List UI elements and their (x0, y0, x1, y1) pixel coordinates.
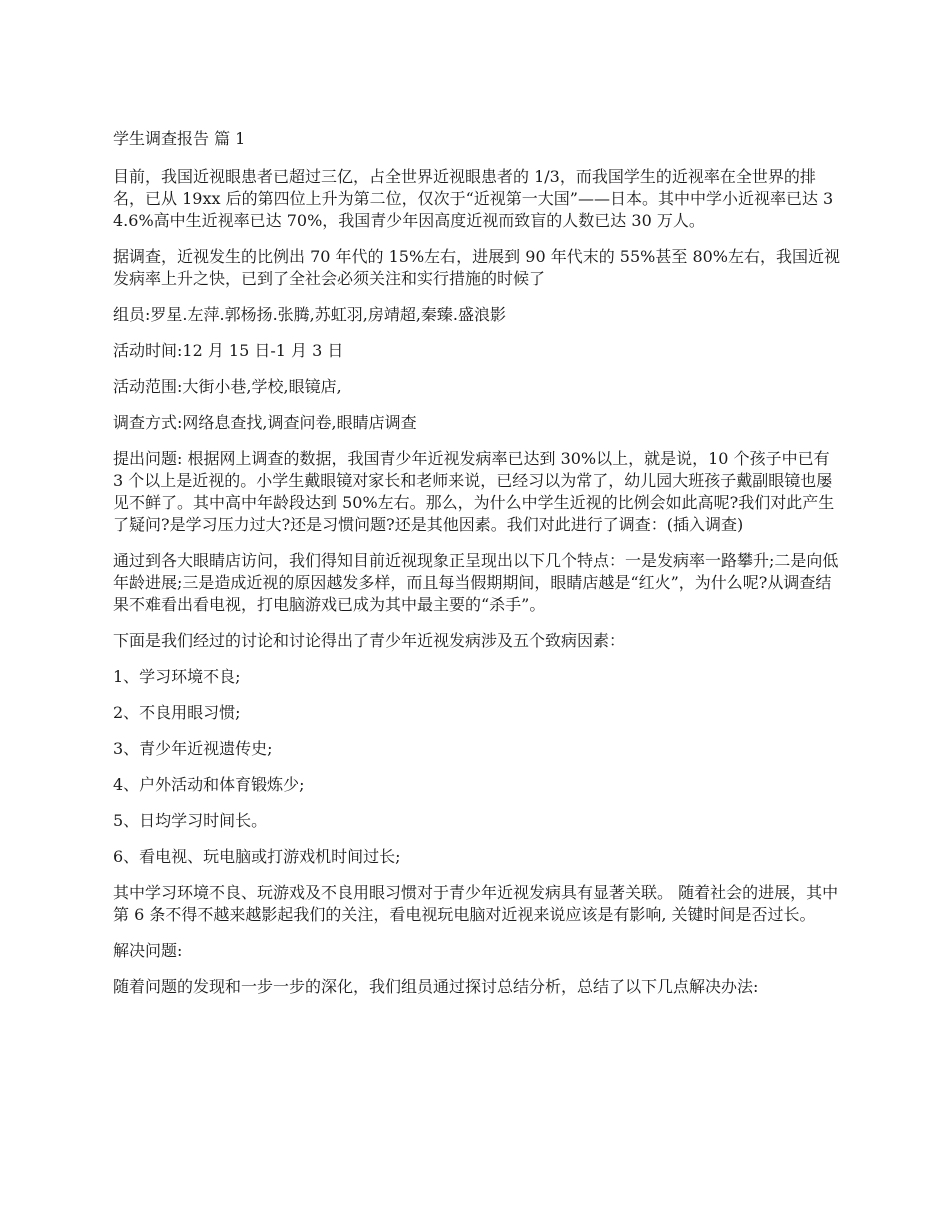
paragraph-survey-stats: 据调查，近视发生的比例出 70 年代的 15%左右，进展到 90 年代末的 55%甚至 80%左右，我国近视发病率上升之快，已到了全社会必须关注和实行措施的时候了 (113, 247, 841, 288)
list-item: 3、青少年近视遗传史; (113, 739, 273, 758)
paragraph-correlation: 其中学习环境不良、玩游戏及不良用眼习惯对于青少年近视发病具有显著关联。 随着社会的进展，其中第 6 条不得不越来越影起我们的关注，看电视玩电脑对近视来说应该是有影响, 关键时间是否过长。 (113, 883, 839, 924)
paragraph-findings: 通过到各大眼睛店访问，我们得知目前近视现象正呈现出以下几个特点：一是发病率一路攀升;二是向低年龄进展;三是造成近视的原因越发多样，而且每当假期期间，眼睛店越是“红火”，为什么呢?从调查结果不难看出看电视，打电脑游戏已成为其中最主要的“杀手”。 (113, 551, 839, 614)
paragraph-factors-intro: 下面是我们经过的讨论和讨论得出了青少年近视发病涉及五个致病因素： (113, 631, 626, 650)
list-item: 5、日均学习时间长。 (113, 811, 268, 830)
list-item: 6、看电视、玩电脑或打游戏机时间过长; (113, 847, 401, 866)
paragraph-survey-method: 调查方式:网络息查找,调查问卷,眼睛店调查 (113, 413, 417, 432)
paragraph-activity-time: 活动时间:12 月 15 日-1 月 3 日 (113, 341, 344, 360)
document-page (113, 128, 843, 1012)
list-item: 1、学习环境不良; (113, 667, 241, 686)
paragraph-activity-scope: 活动范围:大街小巷,学校,眼镜店, (113, 377, 342, 396)
list-item: 2、不良用眼习惯; (113, 703, 241, 722)
paragraph-members: 组员:罗星.左萍.郭杨扬.张腾,苏虹羽,房靖超,秦臻.盛浪影 (113, 305, 506, 324)
list-item: 4、户外活动和体育锻炼少; (113, 775, 305, 794)
paragraph-question: 提出问题: 根据网上调查的数据，我国青少年近视发病率已达到 30%以上，就是说，10 个孩子中已有 3 个以上是近视的。小学生戴眼镜对家长和老师来说，已经习以为常了，幼儿园大班孩子戴副眼镜也屡见不鲜了。其中高中年龄段达到 50%左右。那么，为什么中学生近视的比例会如此高呢?我们对此产生了疑问?是学习压力过大?还是习惯问题?还是其他因素。我们对此进行了调查：(插入调查) (113, 449, 835, 534)
paragraph-solution-heading: 解决问题: (113, 941, 183, 960)
paragraph-solution-intro: 随着问题的发现和一步一步的深化，我们组员通过探讨总结分析，总结了以下几点解决办法: (113, 977, 759, 996)
document-title: 学生调查报告 篇 1 (113, 129, 246, 148)
paragraph-intro: 目前，我国近视眼患者已超过三亿，占全世界近视眼患者的 1/3，而我国学生的近视率在全世界的排名，已从 19xx 后的第四位上升为第二位，仅次于“近视第一大国”——日本。其中中学小近视率已达 34.6%高中生近视率已达 70%，我国青少年因高度近视而致盲的人数已达 30 万人。 (113, 167, 834, 230)
